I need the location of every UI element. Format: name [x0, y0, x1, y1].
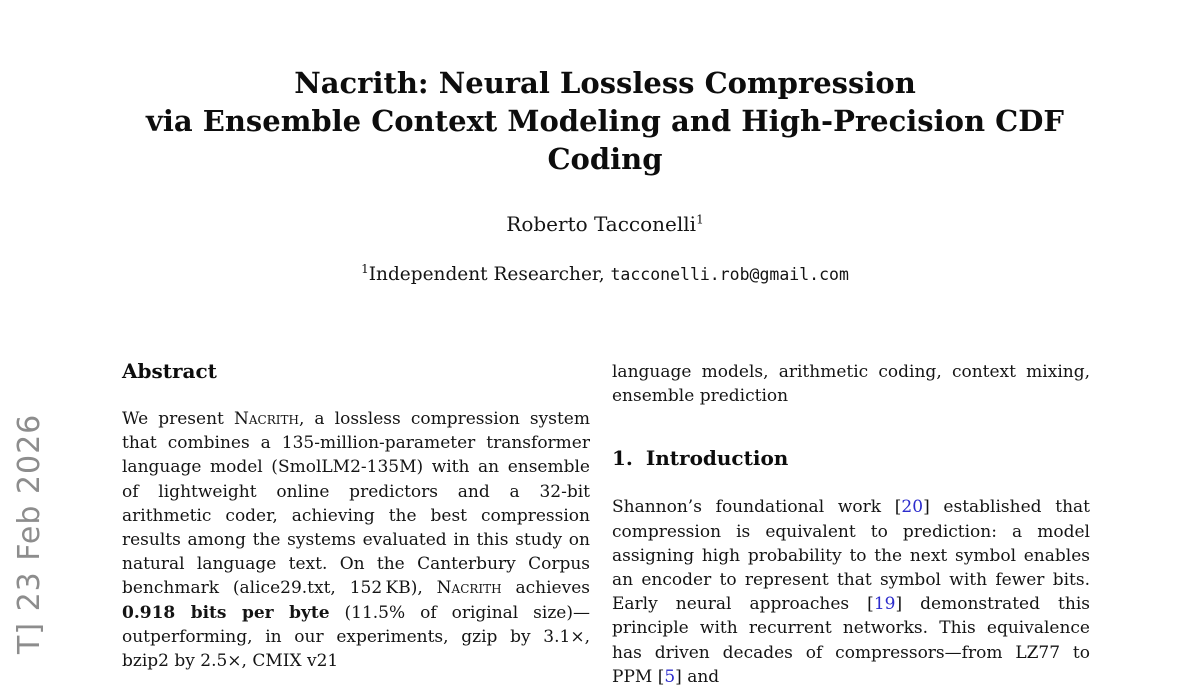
title-line-3: Coding: [547, 142, 663, 176]
text-run: ] established that compression is equivalent to prediction: a model assigning high probability to the next symbol enables an encoder to represent that symbol with fewer bits. Early neural approaches [: [612, 497, 1091, 615]
affiliation-marker: 1: [361, 261, 369, 276]
section-title: Introduction: [645, 446, 789, 471]
introduction-paragraph: [612, 495, 1090, 689]
right-column: [612, 360, 1090, 689]
citation-link[interactable]: 20: [901, 497, 924, 518]
author-line: [110, 212, 1100, 236]
text-run: , a lossless compression system that combines a 135-million-parameter transformer language model (SmolLM2-135M) with an ensemble of lightweight online predictors and a 32-bit arithmetic coder, achieving the best compression results among the systems evaluated in this study on natural language text. On the Canterbury Corpus benchmark (alice29.txt, 152 KB),: [122, 409, 590, 599]
left-column: [122, 358, 590, 673]
abstract-paragraph: [122, 407, 590, 673]
arxiv-watermark: T] 23 Feb 2026: [12, 413, 47, 654]
author-affiliation-marker: 1: [696, 212, 704, 227]
text-run: Nacrith: [233, 409, 299, 429]
citation-link[interactable]: 5: [664, 666, 676, 687]
keywords-continuation: language models, arithmetic coding, context mixing, ensemble prediction: [612, 362, 1090, 407]
author-name: Roberto Tacconelli: [506, 212, 697, 236]
title-line-1: Nacrith: Neural Lossless Compression: [294, 66, 916, 100]
text-run: (11.5% of original size)—outperforming, in our experiments, gzip by 3.1×, bzip2 by 2.5×, CMIX v21: [122, 602, 590, 672]
text-run: ] and: [675, 666, 720, 687]
affiliation-line: [110, 261, 1100, 285]
section-number: 1.: [612, 446, 633, 471]
text-run: ] demonstrated this principle with recurrent networks. This equivalence has driven decades of compressors—from LZ77 to PPM [: [612, 594, 1090, 687]
author-email: tacconelli.rob@gmail.com: [610, 265, 849, 284]
affiliation-text: Independent Researcher,: [368, 264, 611, 285]
abstract-heading: Abstract: [122, 359, 217, 383]
paper-title: [110, 64, 1100, 178]
introduction-heading: [612, 445, 1090, 472]
title-line-2: via Ensemble Context Modeling and High-Precision CDF: [145, 104, 1064, 138]
text-run: Shannon’s foundational work [: [612, 497, 902, 518]
text-run: Nacrith: [436, 578, 502, 599]
text-run: achieves: [501, 578, 590, 599]
text-run: 0.918 bits per byte: [122, 602, 330, 623]
text-run: We present: [122, 409, 234, 429]
citation-link[interactable]: 19: [873, 594, 896, 615]
